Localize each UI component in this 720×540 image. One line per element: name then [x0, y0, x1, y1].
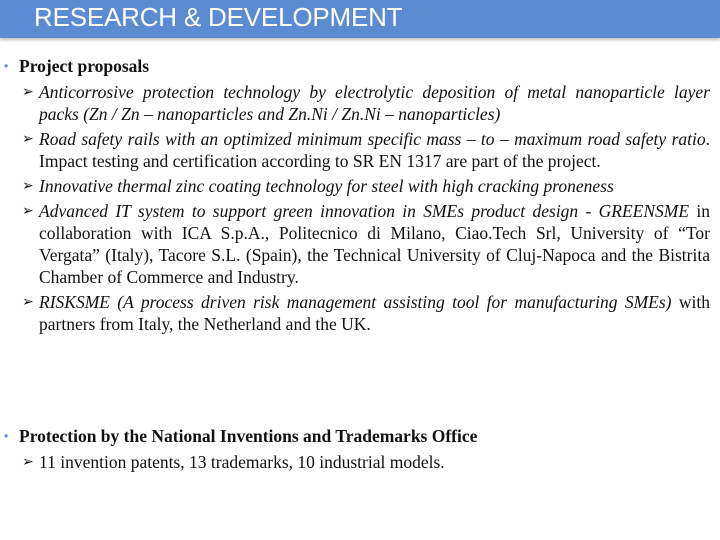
item-italic-text: Anticorrosive protection technology by electrolytic deposition of metal nanoparticle layer packs (Zn / Zn – nanoparticles and Zn.Ni / Zn.Ni – nanoparticles): [39, 82, 710, 124]
title-bar: [0, 0, 720, 38]
item-regular-text: in collaboration with ICA S.p.A., Politecnico di Milano, Ciao.Tech Srl, University of “Tor Vergata” (Italy), Tacore S.L. (Spain), the Technical University of Cluj-Napoca and the Bistrita Chamber of Commerce and Industry.: [39, 201, 710, 287]
item-italic-text: Innovative thermal zinc coating technology for steel with high cracking proneness: [39, 176, 614, 196]
list-item: [0, 128, 720, 172]
section-heading: [0, 56, 720, 78]
bullet-dot-icon: •: [4, 59, 9, 73]
sub-list: [0, 451, 720, 473]
arrow-bullet-icon: ➢: [22, 178, 34, 194]
arrow-bullet-icon: ➢: [22, 294, 34, 310]
item-regular-text: with partners from Italy, the Netherland and the UK.: [39, 292, 710, 334]
item-italic-text: RISKSME (A process driven risk management assisting tool for manufacturing SMEs): [39, 292, 672, 312]
arrow-bullet-icon: ➢: [22, 454, 34, 470]
item-italic-text: Road safety rails with an optimized minimum specific mass – to – maximum road safety ratio: [39, 129, 706, 149]
section-heading: [0, 426, 720, 448]
item-italic-text: Advanced IT system to support green innovation in SMEs product design - GREENSME: [39, 201, 690, 221]
item-regular-text: 11 invention patents, 13 trademarks, 10 industrial models.: [39, 452, 445, 472]
list-item: [0, 175, 720, 197]
section-protection: [0, 426, 720, 473]
list-item: [0, 81, 720, 125]
list-item: [0, 291, 720, 335]
arrow-bullet-icon: ➢: [22, 203, 34, 219]
section-title: Project proposals: [19, 56, 150, 76]
arrow-bullet-icon: ➢: [22, 131, 34, 147]
item-regular-text: . Impact testing and certification according to SR EN 1317 are part of the project.: [39, 129, 710, 171]
section-project-proposals: [0, 56, 720, 335]
arrow-bullet-icon: ➢: [22, 84, 34, 100]
list-item: [0, 451, 720, 473]
page-title: RESEARCH & DEVELOPMENT: [34, 2, 403, 32]
list-item: [0, 200, 720, 288]
sub-list: [0, 81, 720, 335]
section-title: Protection by the National Inventions and Trademarks Office: [19, 426, 478, 446]
bullet-dot-icon: •: [4, 429, 9, 443]
